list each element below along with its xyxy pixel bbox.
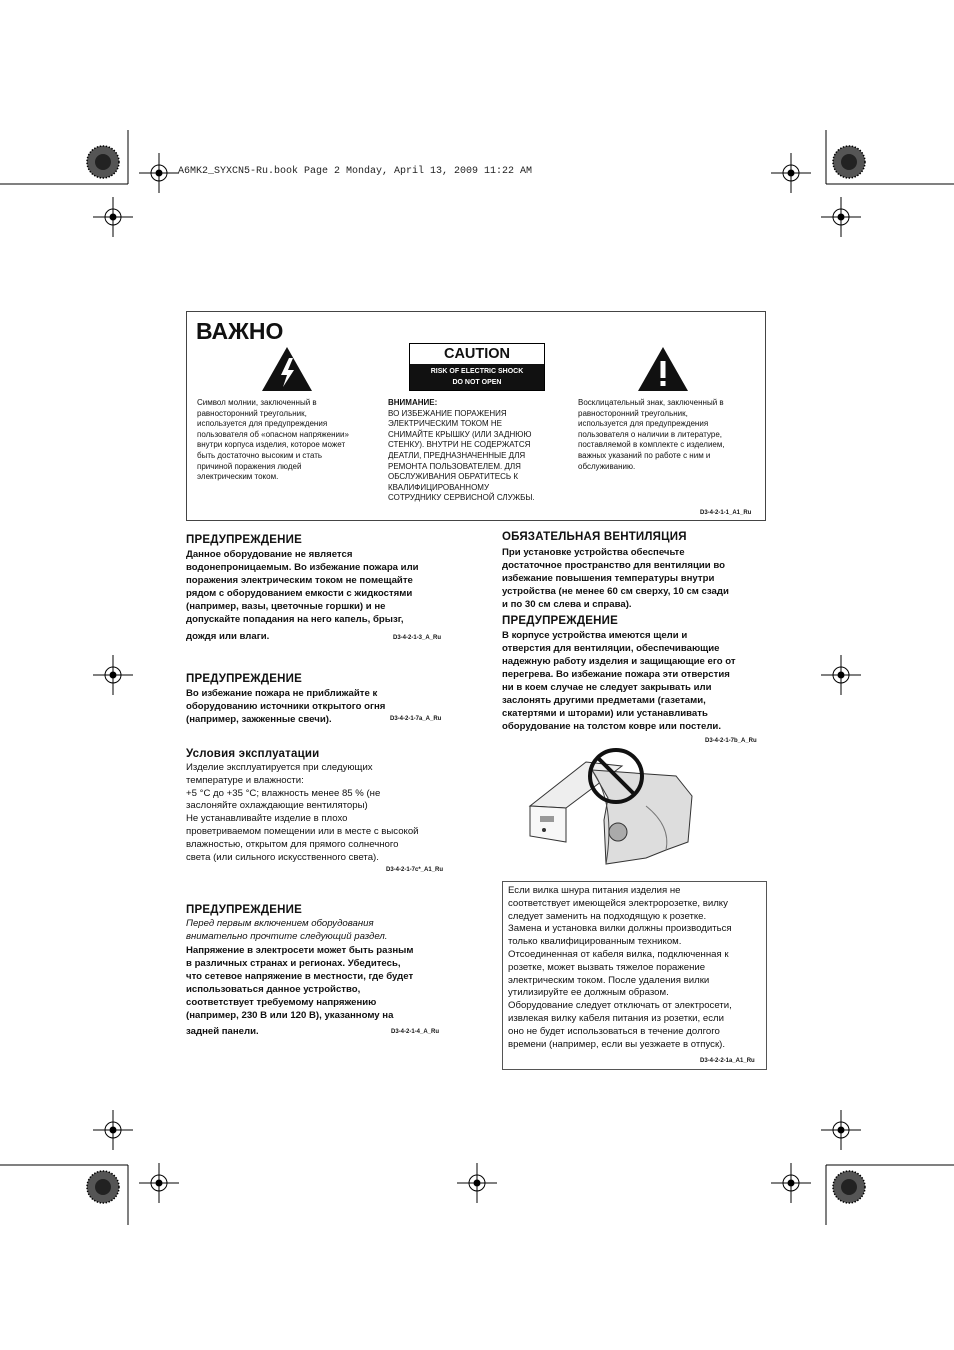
plug-notice-text: Если вилка шнура питания изделия не соответствует имеющейся электророзетке, вилку следует заменить на подходящую к розетке. Замена и установка вилки должны производиться только квалифицированным техником. Отсоединенная от кабеля вилка, подключенная к розетке, может вызвать тяжелое поражение электрическим током. После удаления вилки утилизируйте ее должным образом. Оборудование следует отключать от электросети, извлекая вилку кабеля питания из розетки, если оно не будет использоваться в течение долгого времени (например, если вы уезжаете в отпуск). (508, 885, 732, 1050)
exclamation-warning-icon (636, 345, 690, 393)
star-target-bottom-left (86, 1170, 120, 1204)
warning3-heading: ПРЕДУПРЕЖДЕНИЕ (186, 904, 302, 916)
star-target-top-left (86, 145, 120, 179)
star-target-bottom-right (832, 1170, 866, 1204)
registration-mark-left-upper (93, 197, 133, 237)
warning3-last-line: задней панели. (186, 1026, 259, 1037)
warning3-code: D3-4-2-1-4_A_Ru (391, 1029, 440, 1035)
warning4-code: D3-4-2-1-7b_A_Ru (705, 738, 757, 744)
warning2-heading: ПРЕДУПРЕЖДЕНИЕ (186, 673, 302, 685)
lightning-warning-icon (260, 345, 314, 393)
important-title: ВАЖНО (196, 318, 284, 344)
caution-description: ВНИМАНИЕ: ВО ИЗБЕЖАНИЕ ПОРАЖЕНИЯ ЭЛЕКТРИЧЕСКИМ ТОКОМ НЕ СНИМАЙТЕ КРЫШКУ (ИЛИ ЗАДНЮЮ СТЕНКУ). ВНУТРИ НЕ СОДЕРЖАТСЯ ДЕАТЛИ, ПРЕДНАЗНАЧЕННЫЕ ДЛЯ РЕМОНТА ПОЛЬЗОВАТЕЛЕМ. ДЛЯ ОБСЛУЖИВАНИЯ ОБРАТИТЕСЬ К КВАЛИФИЦИРОВАННОМУ СОТРУДНИКУ СЕРВИСНОЙ СЛУЖБЫ. (388, 398, 535, 503)
caution-label: CAUTION RISK OF ELECTRIC SHOCK DO NOT OPEN (409, 343, 545, 391)
registration-mark-top-right (771, 153, 811, 193)
conditions-text: Изделие эксплуатируется при следующих температуре и влажности: +5 °C до +35 °C; влажность менее 85 % (не заслоняйте охлаждающие вентиляторы) Не устанавливайте изделие в плохо проветриваемом помещении или в месте с высокой влажностью, открытом для прямого солнечного света (или сильного искусственного света). (186, 762, 419, 863)
registration-mark-top-left (139, 153, 179, 193)
ventilation-text: При установке устройства обеспечьте достаточное пространство для вентиляции во избежание повышения температуры внутри устройства (не менее 60 см сверху, 10 см сзади и по 30 см слева и справа). (502, 547, 729, 610)
warning1-text: Данное оборудование не является водонепроницаемым. Во избежание пожара или поражения электрическим током не помещайте рядом с оборудованием емкости с жидкостями (например, вазы, цветочные горшки) и не допускайте попадания на него капель, брызг, (186, 549, 419, 625)
warning1-code: D3-4-2-1-3_A_Ru (393, 635, 442, 641)
plug-notice-code: D3-4-2-2-1a_A1_Ru (700, 1058, 755, 1064)
important-code: D3-4-2-1-1_A1_Ru (700, 510, 752, 516)
registration-mark-left-middle (93, 655, 133, 695)
warning3-text: Напряжение в электросети может быть разным в различных странах и регионах. Убедитесь, что сетевое напряжение в местности, где будет использоваться данное устройство, соответствует требуемому напряжению (например, 230 В или 120 В), указанному на (186, 945, 414, 1021)
registration-mark-right-middle (821, 655, 861, 695)
registration-mark-bottom-center (457, 1163, 497, 1203)
conditions-code: D3-4-2-1-7c*_A1_Ru (386, 867, 444, 873)
registration-mark-bottom-right (771, 1163, 811, 1203)
warning1-heading: ПРЕДУПРЕЖДЕНИЕ (186, 534, 302, 546)
warning4-heading: ПРЕДУПРЕЖДЕНИЕ (502, 615, 618, 627)
registration-mark-left-lower (93, 1110, 133, 1150)
warning4-text: В корпусе устройства имеются щели и отверстия для вентиляции, обеспечивающие надежную работу изделия и защищающие его от перегрева. Во избежание пожара эти отверстия ни в коем случае не следует закрывать или заслонять другими предметами (газетами, скатертями и шторами) или устанавливать оборудование на толстом ковре или постели. (502, 630, 736, 732)
warning1-last-line: дождя или влаги. (186, 631, 270, 642)
registration-mark-right-lower (821, 1110, 861, 1150)
star-target-top-right (832, 145, 866, 179)
covered-device-illustration (526, 746, 698, 866)
warning2-code: D3-4-2-1-7a_A_Ru (390, 716, 442, 722)
lightning-symbol-description: Символ молнии, заключенный в равносторонний треугольник, используется для предупреждения пользователя об «опасном напряжении» внутри корпуса изделия, которое может быть достаточно высоким и стать причиной поражения людей электрическим током. (197, 398, 349, 482)
exclamation-symbol-description: Восклицательный знак, заключенный в равносторонний треугольник, используется для предупреждения пользователя о наличии в литературе, поставляемой в комплекте с изделием, важных указаний по работе с ним и обслуживанию. (578, 398, 725, 471)
warning3-intro: Перед первым включением оборудования внимательно прочтите следующий раздел. (186, 918, 388, 942)
print-header: A6MK2_SYXCN5-Ru.book Page 2 Monday, April 13, 2009 11:22 AM (178, 166, 533, 177)
conditions-heading: Условия эксплуатации (186, 748, 320, 760)
registration-mark-bottom-left (139, 1163, 179, 1203)
ventilation-heading: ОБЯЗАТЕЛЬНАЯ ВЕНТИЛЯЦИЯ (502, 531, 687, 543)
warning2-last-line: (например, зажженные свечи). (186, 714, 332, 725)
warning2-text: Во избежание пожара не приближайте к оборудованию источники открытого огня (186, 688, 386, 712)
registration-mark-right-upper (821, 197, 861, 237)
